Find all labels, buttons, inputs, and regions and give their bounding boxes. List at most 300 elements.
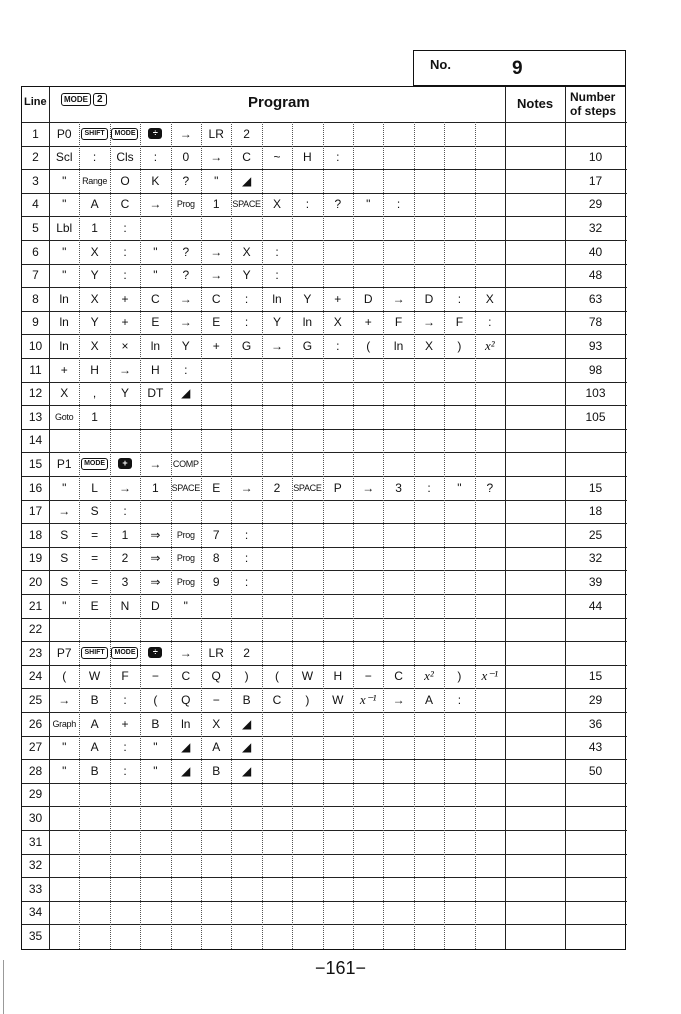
program-token: C: [211, 291, 221, 306]
program-token: ": [153, 244, 158, 259]
step-count: [565, 783, 626, 806]
step-count: 43: [588, 740, 603, 755]
program-token: :: [123, 244, 127, 259]
program-token: :: [244, 315, 249, 330]
program-column-divider: [292, 122, 293, 949]
line-number: 7: [32, 268, 39, 283]
program-token: Range: [82, 175, 108, 186]
row-divider: [22, 924, 627, 925]
program-token: →: [392, 692, 405, 707]
program-token: [110, 122, 140, 145]
program-column-divider: [414, 122, 415, 949]
program-token: SPACE: [293, 482, 322, 493]
line-number: 5: [32, 220, 39, 235]
program-token: →: [118, 362, 131, 377]
program-token: Prog: [176, 576, 195, 587]
program-token: [79, 452, 109, 475]
program-token: F: [121, 669, 129, 684]
program-token: F: [455, 315, 464, 330]
program-token: ln: [302, 315, 313, 330]
program-token: 3: [395, 480, 402, 495]
program-token: D: [363, 291, 373, 306]
program-token: :: [123, 220, 127, 235]
program-column-divider: [323, 122, 324, 949]
program-token: ": [62, 244, 67, 259]
program-token: →: [179, 291, 192, 306]
program-token: 1: [152, 480, 159, 495]
program-token: H: [333, 669, 343, 684]
line-number: 1: [32, 126, 39, 141]
program-token: :: [244, 527, 249, 542]
program-token: E: [90, 598, 99, 613]
calculator-key-icon: SHIFT: [81, 647, 107, 659]
program-token: ,: [92, 386, 97, 401]
program-token: D: [151, 598, 160, 613]
program-token: ◢: [241, 716, 252, 731]
program-token: (: [366, 338, 371, 353]
program-token: H: [303, 150, 312, 165]
program-token: X: [90, 244, 99, 259]
program-column-divider: [383, 122, 384, 949]
program-token: ~: [273, 150, 281, 165]
program-token: S: [60, 527, 69, 542]
line-number: 21: [28, 598, 43, 613]
program-token: Y: [90, 268, 99, 283]
line-number: 26: [28, 716, 43, 731]
program-token: →: [422, 315, 435, 330]
program-token: :: [123, 763, 127, 778]
program-token: SPACE: [171, 482, 200, 493]
line-number: 17: [28, 504, 43, 519]
calculator-key-icon: ÷: [148, 647, 162, 658]
header-program: Program: [248, 94, 310, 111]
program-token: S: [90, 504, 99, 519]
program-token: →: [210, 244, 223, 259]
step-count: 103: [585, 386, 606, 401]
line-number: 16: [28, 480, 43, 495]
program-token: B: [212, 763, 221, 778]
line-number: 18: [28, 527, 43, 542]
program-token: W: [88, 669, 101, 684]
line-number: 32: [28, 858, 43, 873]
line-number: 3: [32, 173, 39, 188]
program-token: →: [392, 291, 405, 306]
program-token: W: [301, 669, 314, 684]
line-number: 29: [28, 787, 43, 802]
program-token: C: [394, 669, 403, 684]
program-token: :: [92, 150, 97, 165]
program-token: Y: [181, 338, 190, 353]
program-token: :: [123, 504, 127, 519]
program-token: Q: [211, 669, 221, 684]
program-token: B: [242, 692, 251, 707]
program-token: ": [153, 268, 158, 283]
program-token: P0: [56, 126, 72, 141]
program-token: →: [270, 338, 283, 353]
program-token: →: [240, 480, 253, 495]
program-token: X: [424, 338, 433, 353]
program-token: ⇒: [150, 551, 161, 566]
number-value: 9: [512, 58, 523, 79]
program-token: 2: [243, 126, 250, 141]
step-count: [565, 806, 626, 829]
row-divider: [22, 854, 627, 855]
program-token: :: [336, 338, 340, 353]
program-token: (: [153, 692, 158, 707]
program-token: 1: [212, 197, 220, 212]
program-token: X: [212, 716, 221, 731]
program-token: :: [275, 268, 279, 283]
program-token: A: [90, 716, 99, 731]
program-token: COMP: [172, 458, 199, 469]
program-token: Prog: [176, 199, 195, 210]
program-token: [110, 452, 140, 475]
program-token: −: [364, 669, 372, 684]
program-token: ": [62, 268, 67, 283]
row-divider: [22, 429, 627, 430]
program-token: H: [90, 362, 99, 377]
line-number: 31: [28, 834, 43, 849]
calculator-key-icon: MODE: [111, 647, 138, 659]
program-column-divider: [353, 122, 354, 949]
program-token: ln: [181, 716, 191, 731]
program-token: P: [333, 480, 342, 495]
program-token: C: [272, 692, 282, 707]
calculator-key-icon: MODE: [81, 458, 108, 470]
header-notes: Notes: [517, 96, 554, 111]
program-token: ": [62, 740, 67, 755]
step-count: 98: [588, 362, 603, 377]
program-token: Y: [120, 386, 129, 401]
line-number: 8: [32, 291, 39, 306]
program-token: :: [488, 315, 492, 330]
program-token: →: [362, 480, 375, 495]
page-number: −161−: [314, 958, 367, 978]
program-token: :: [123, 740, 127, 755]
program-token: ": [183, 598, 188, 613]
margin-line: [3, 960, 4, 1014]
line-number: 14: [28, 433, 43, 448]
line-number: 24: [28, 669, 43, 684]
step-count: [565, 854, 626, 877]
program-token: P7: [56, 645, 72, 660]
program-token: X: [60, 386, 69, 401]
program-token: +: [121, 716, 129, 731]
program-column-divider: [475, 122, 476, 949]
program-token: DT: [147, 386, 164, 401]
program-token: [140, 122, 170, 145]
row-divider: [22, 618, 627, 619]
program-token: S: [60, 551, 69, 566]
program-token: ?: [182, 268, 190, 283]
program-token: →: [149, 197, 162, 212]
program-token: ⇒: [150, 574, 161, 589]
step-count: 93: [588, 338, 603, 353]
step-count: [565, 830, 626, 853]
step-count: [565, 901, 626, 924]
program-token: A: [90, 740, 99, 755]
step-count: 78: [588, 315, 603, 330]
line-number: 9: [32, 315, 39, 330]
program-token: +: [212, 338, 220, 353]
program-token: S: [60, 574, 69, 589]
program-token: C: [242, 150, 251, 165]
program-token: Y: [90, 315, 99, 330]
step-count: 105: [585, 409, 606, 424]
step-count: 63: [588, 291, 603, 306]
program-token: ": [214, 173, 219, 188]
step-count: 48: [588, 268, 603, 283]
step-count: [565, 618, 626, 641]
program-token: :: [457, 692, 462, 707]
program-token: →: [58, 504, 71, 519]
row-divider: [22, 783, 627, 784]
program-token: ln: [393, 338, 404, 353]
program-token: ): [457, 338, 462, 353]
program-token: N: [120, 598, 130, 613]
program-token: 8: [212, 551, 220, 566]
program-token: ?: [334, 197, 342, 212]
program-token: ": [153, 740, 158, 755]
line-number: 35: [28, 928, 43, 943]
program-token: :: [184, 362, 188, 377]
step-count: 32: [588, 220, 603, 235]
program-token: ): [244, 669, 249, 684]
program-token: K: [151, 173, 160, 188]
step-count: 39: [588, 574, 603, 589]
program-token: ": [153, 763, 158, 778]
program-token: ◢: [241, 763, 252, 778]
program-token: LR: [208, 126, 224, 141]
header-steps: [570, 90, 616, 118]
step-count: 18: [588, 504, 603, 519]
calculator-key-icon: +: [118, 458, 132, 469]
program-token: A: [212, 740, 221, 755]
line-number: 13: [28, 409, 43, 424]
step-count: 15: [588, 669, 603, 684]
program-token: =: [91, 527, 99, 542]
step-count: 32: [588, 551, 603, 566]
line-number: 27: [28, 740, 43, 755]
program-token: =: [91, 551, 99, 566]
program-token: C: [151, 291, 160, 306]
program-token: ×: [121, 338, 129, 353]
program-token: (: [274, 669, 279, 684]
program-token: Goto: [55, 411, 74, 422]
line-number: 10: [28, 338, 43, 353]
program-token: :: [244, 574, 249, 589]
step-count: 50: [588, 763, 603, 778]
program-token: 3: [121, 574, 129, 589]
step-count: 44: [588, 598, 603, 613]
program-token: X: [485, 291, 494, 306]
step-count: [565, 641, 626, 664]
program-token: C: [120, 197, 130, 212]
program-token: 1: [121, 527, 129, 542]
program-token: x²: [484, 337, 495, 353]
program-token: P1: [56, 456, 72, 471]
calculator-key-icon: ÷: [148, 128, 162, 139]
program-token: X: [90, 338, 99, 353]
program-token: →: [58, 692, 71, 707]
line-number: 25: [28, 692, 43, 707]
line-number: 20: [28, 574, 43, 589]
program-token: SPACE: [232, 199, 261, 210]
header-mode-keys: [61, 93, 107, 106]
calculator-key-icon: SHIFT: [81, 128, 107, 140]
program-token: ": [62, 173, 67, 188]
program-token: ln: [59, 338, 69, 353]
program-token: +: [121, 291, 129, 306]
program-token: 1: [91, 220, 98, 235]
program-token: [140, 641, 170, 664]
program-token: 2: [243, 645, 250, 660]
program-token: ": [457, 480, 462, 495]
step-count: 29: [588, 692, 603, 707]
program-token: ": [62, 480, 67, 495]
program-token: Graph: [52, 718, 76, 729]
mode-key-icon: MODE: [61, 93, 91, 106]
program-token: G: [302, 338, 313, 353]
program-token: ◢: [181, 386, 191, 401]
program-token: X: [272, 197, 281, 212]
program-token: [79, 641, 109, 664]
program-token: H: [151, 362, 160, 377]
notes-column-divider: [505, 87, 506, 949]
program-token: ln: [150, 338, 161, 353]
program-token: B: [90, 692, 99, 707]
program-column-divider: [444, 122, 445, 949]
row-divider: [22, 901, 627, 902]
program-token: +: [60, 362, 68, 377]
step-count: [565, 452, 626, 475]
program-token: :: [457, 291, 462, 306]
program-token: E: [151, 315, 160, 330]
program-token: ◢: [241, 173, 252, 188]
program-token: ?: [182, 244, 190, 259]
program-token: Prog: [176, 553, 195, 564]
header-steps-line2: of steps: [570, 104, 617, 118]
program-token: Prog: [176, 529, 195, 540]
number-box: [413, 50, 626, 86]
row-divider: [22, 830, 627, 831]
line-number: 6: [32, 244, 39, 259]
number-label: No.: [430, 57, 451, 72]
program-token: x²: [424, 668, 434, 684]
program-token: →: [149, 456, 162, 471]
program-token: ◢: [181, 740, 191, 755]
program-token: 7: [212, 527, 220, 542]
program-token: Q: [181, 692, 191, 707]
program-token: Y: [303, 291, 312, 306]
program-token: Scl: [55, 150, 73, 165]
line-number: 15: [28, 456, 43, 471]
program-token: LR: [208, 645, 224, 660]
header-line: Line: [24, 96, 47, 108]
program-token: W: [332, 692, 344, 707]
line-number: 22: [28, 622, 43, 637]
line-number: 33: [28, 881, 43, 896]
step-count: [565, 877, 626, 900]
program-token: →: [179, 645, 192, 660]
row-divider: [22, 877, 627, 878]
program-token: ln: [59, 291, 69, 306]
row-divider: [22, 405, 627, 406]
row-divider: [22, 806, 627, 807]
line-number: 4: [32, 197, 39, 212]
step-count: [565, 429, 626, 452]
program-token: :: [427, 480, 431, 495]
line-number: 12: [28, 386, 43, 401]
step-count: 40: [588, 244, 603, 259]
program-token: ◢: [181, 763, 191, 778]
program-token: ?: [182, 173, 190, 188]
step-count: [565, 122, 626, 145]
program-token: x⁻¹: [481, 668, 499, 684]
program-token: →: [179, 315, 192, 330]
program-token: [79, 122, 109, 145]
program-token: :: [396, 197, 401, 212]
program-token: Y: [242, 268, 251, 283]
program-token: :: [244, 291, 249, 306]
calculator-key-icon: MODE: [111, 128, 138, 140]
line-number: 30: [28, 810, 43, 825]
line-number: 23: [28, 645, 43, 660]
program-token: :: [123, 268, 127, 283]
program-token: :: [275, 244, 279, 259]
program-token: ": [62, 763, 67, 778]
program-token: −: [212, 692, 220, 707]
program-token: B: [90, 763, 99, 778]
line-number: 34: [28, 905, 43, 920]
program-token: (: [62, 669, 67, 684]
program-token: ln: [272, 291, 282, 306]
program-token: 9: [212, 574, 220, 589]
program-token: :: [244, 551, 249, 566]
two-key-icon: 2: [93, 93, 107, 106]
line-number: 2: [32, 150, 39, 165]
program-token: +: [334, 291, 342, 306]
program-token: ): [457, 669, 462, 684]
program-token: :: [153, 150, 158, 165]
program-token: :: [336, 150, 340, 165]
line-number: 28: [28, 763, 43, 778]
program-token: 2: [273, 480, 281, 495]
program-token: :: [305, 197, 310, 212]
program-token: E: [212, 480, 221, 495]
program-token: Lbl: [56, 220, 73, 235]
step-count: [565, 924, 626, 947]
program-token: →: [210, 150, 223, 165]
header-steps-line1: Number: [570, 90, 616, 104]
step-count: 36: [588, 716, 603, 731]
program-token: ": [62, 197, 67, 212]
program-token: C: [181, 669, 191, 684]
line-number: 11: [29, 362, 42, 377]
program-token: D: [424, 291, 434, 306]
program-token: A: [90, 197, 99, 212]
program-token: ⇒: [150, 527, 161, 542]
step-count: 25: [588, 527, 603, 542]
program-token: ): [305, 692, 310, 707]
program-token: →: [210, 268, 223, 283]
step-count: 29: [588, 197, 603, 212]
program-token: :: [123, 692, 127, 707]
program-token: A: [424, 692, 433, 707]
program-token: →: [179, 126, 192, 141]
program-token: [110, 641, 140, 664]
program-token: L: [91, 480, 98, 495]
